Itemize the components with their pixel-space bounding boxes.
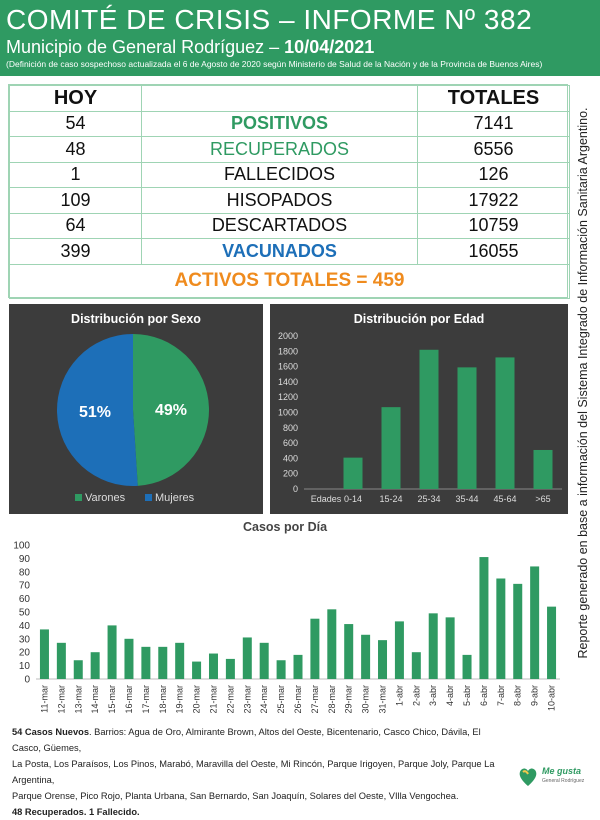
x-tick-label: 25-34 [417,494,441,504]
daily-bar [209,654,218,679]
y-tick-label: 10 [18,661,30,673]
stats-table [8,84,568,298]
daily-bar [294,655,303,679]
y-tick-label: 30 [18,634,30,646]
daily-bar [429,613,438,679]
y-tick-label: 70 [18,580,30,592]
daily-bar [513,584,522,679]
y-tick-label: 200 [282,468,298,479]
daily-bar [361,635,370,679]
x-tick-label: 23-mar [242,685,253,714]
daily-bar-chart [0,536,570,718]
x-tick-label: 24-mar [259,685,270,714]
stat-label: FALLECIDOS [142,162,418,188]
x-tick-label: 8-abr [512,685,523,707]
footer-line-2: La Posta, Los Paraísos, Los Pinos, Marabó, Maravilla del Oeste, Mi Rincón, Parque Irigoyen, Parque Joly, Parque La Argentina, [12,759,495,785]
daily-bar [192,662,201,679]
daily-bar [243,637,252,679]
y-tick-label: 20 [18,647,30,659]
municipality-logo [516,762,586,792]
y-tick-label: 1600 [277,361,298,372]
daily-bar [395,621,404,679]
x-tick-label: 17-mar [140,685,151,714]
stat-total: 16055 [418,239,570,265]
x-tick-label: 16-mar [123,685,134,714]
daily-bar [530,566,539,679]
x-tick-label: 29-mar [343,685,354,714]
logo-subtext: General Rodríguez [542,778,585,784]
x-tick-label: 0-14 [343,494,363,504]
daily-bar [463,655,472,679]
y-tick-label: 1800 [277,346,298,357]
new-cases-neighborhoods: . Barrios: Agua de Oro, Almirante Brown, Altos del Oeste, Bicentenario, Casco Chico, Dávila, El Casco, Güemes, [12,727,481,753]
daily-bar [547,607,556,679]
stat-hoy: 48 [10,137,142,163]
x-tick-label: 20-mar [191,685,202,714]
footer-notes [12,724,512,820]
stat-total: 17922 [418,188,570,214]
daily-bar [226,659,235,679]
legend-label: Mujeres [155,492,195,504]
x-tick-label: 30-mar [360,685,371,714]
y-tick-label: 0 [24,674,30,686]
sex-chart-panel [9,304,263,514]
stat-label: POSITIVOS [142,111,418,137]
stat-hoy: 54 [10,111,142,137]
header-hoy: HOY [10,86,142,112]
daily-bar [141,647,150,679]
logo-text: Me gusta [542,766,582,776]
x-tick-label: 4-abr [445,685,456,707]
activos-totales: ACTIVOS TOTALES = 459 [10,264,570,298]
age-bar-chart [270,304,568,514]
daily-bar [158,647,167,679]
daily-bar [344,624,353,679]
heart-hand-icon [516,762,540,790]
header-blank [142,86,418,112]
age-bar [496,357,515,489]
y-tick-label: 2000 [277,331,298,341]
y-tick-label: 100 [13,540,30,552]
y-tick-label: 1000 [277,407,298,418]
x-tick-label: 15-mar [107,685,118,714]
x-tick-label: 13-mar [73,685,84,714]
x-tick-label: 28-mar [326,685,337,714]
daily-bar [108,625,117,679]
y-tick-label: 90 [18,553,30,565]
daily-bar [74,660,83,679]
stats-row [10,239,570,265]
daily-chart-title: Casos por Día [242,520,328,534]
stats-row [10,137,570,163]
y-tick-label: 50 [18,607,30,619]
legend-swatch [145,494,152,501]
daily-bar [378,640,387,679]
stat-total: 7141 [418,111,570,137]
y-tick-label: 1200 [277,392,298,403]
stat-label: HISOPADOS [142,188,418,214]
x-tick-label: 19-mar [174,685,185,714]
legend-label: Varones [85,492,126,504]
x-tick-label: 2-abr [411,685,422,707]
stats-row [10,111,570,137]
definition-note: (Definición de caso sospechoso actualizada el 6 de Agosto de 2020 según Ministerio de Salud de la Nación y de la Provincia de Buenos Aires) [6,59,543,69]
y-tick-label: 1400 [277,376,298,387]
sex-pie-chart [9,304,263,514]
age-bar [420,350,439,489]
stat-hoy: 1 [10,162,142,188]
daily-bar [57,643,66,679]
y-tick-label: 0 [292,484,298,494]
stats-row [10,213,570,239]
stat-label: VACUNADOS [142,239,418,265]
x-axis-label: Edades [310,494,342,504]
age-chart-title: Distribución por Edad [353,312,485,326]
x-tick-label: 14-mar [90,685,101,714]
x-tick-label: 15-24 [379,494,403,504]
daily-bar [496,579,505,680]
daily-bar [327,609,336,679]
new-cases-count: 54 Casos Nuevos [12,727,89,737]
daily-bar [91,652,100,679]
stats-header-row [10,86,570,112]
daily-bar [310,619,319,679]
x-tick-label: 11-mar [39,685,50,713]
pie-label: 51% [79,404,112,422]
daily-bar [175,643,184,679]
daily-bar [446,617,455,679]
x-tick-label: 3-abr [428,685,439,707]
age-bar [344,458,363,489]
stats-row [10,162,570,188]
pie-label: 49% [154,401,187,419]
y-tick-label: 40 [18,620,30,632]
x-tick-label: 25-mar [276,685,287,714]
stat-label: RECUPERADOS [142,137,418,163]
stat-hoy: 64 [10,213,142,239]
x-tick-label: 9-abr [529,685,540,707]
daily-bar [479,557,488,679]
x-tick-label: 26-mar [293,685,303,714]
x-tick-label: 35-44 [455,494,479,504]
y-tick-label: 400 [282,453,298,464]
report-date: 10/04/2021 [284,37,375,57]
y-tick-label: 60 [18,594,30,606]
x-tick-label: >65 [535,494,551,504]
legend-swatch [75,494,82,501]
y-tick-label: 800 [282,422,298,433]
x-tick-label: 1-abr [394,685,405,707]
stat-hoy: 109 [10,188,142,214]
stat-total: 10759 [418,213,570,239]
x-tick-label: 21-mar [208,685,219,714]
y-tick-label: 600 [282,438,298,449]
age-bar [382,407,401,489]
daily-bar [124,639,133,679]
footer-line-1 [12,724,512,756]
municipality-name: Municipio de General Rodríguez – [6,37,280,57]
x-tick-label: 5-abr [462,685,473,707]
report-header [0,0,600,76]
stats-row [10,188,570,214]
footer-line-3: Parque Orense, Pico Rojo, Planta Urbana, San Bernardo, San Joaquín, Solares del Oeste, VIlla Vengochea. [12,791,459,801]
daily-bar [260,643,269,679]
x-tick-label: 12-mar [56,685,67,714]
stat-hoy: 399 [10,239,142,265]
recovered-summary: 48 Recuperados. 1 Fallecido. [12,807,140,817]
x-tick-label: 7-abr [495,685,506,707]
header-totales: TOTALES [418,86,570,112]
x-tick-label: 18-mar [157,685,168,714]
x-tick-label: 10-abr [546,685,557,712]
stat-total: 126 [418,162,570,188]
x-tick-label: 6-abr [478,685,489,707]
age-chart-panel [270,304,568,514]
daily-bar [40,629,49,679]
x-tick-label: 31-mar [377,685,388,714]
footer-line-4 [12,804,512,820]
report-title: COMITÉ DE CRISIS – INFORME Nº 382 [6,4,533,35]
y-tick-label: 80 [18,567,30,579]
daily-bar [412,652,421,679]
age-bar [458,367,477,489]
x-tick-label: 45-64 [493,494,517,504]
daily-bar [277,660,286,679]
source-note-text: Reporte generado en base a información del Sistema Integrado de Información Sanitaria Argentino. [576,107,590,659]
report-subtitle [6,36,600,58]
x-tick-label: 22-mar [225,685,236,714]
activos-row [10,264,570,298]
sex-chart-title: Distribución por Sexo [71,312,201,326]
stat-total: 6556 [418,137,570,163]
stat-label: DESCARTADOS [142,213,418,239]
age-bar [534,450,553,489]
source-note [571,88,595,678]
x-tick-label: 27-mar [309,685,320,714]
